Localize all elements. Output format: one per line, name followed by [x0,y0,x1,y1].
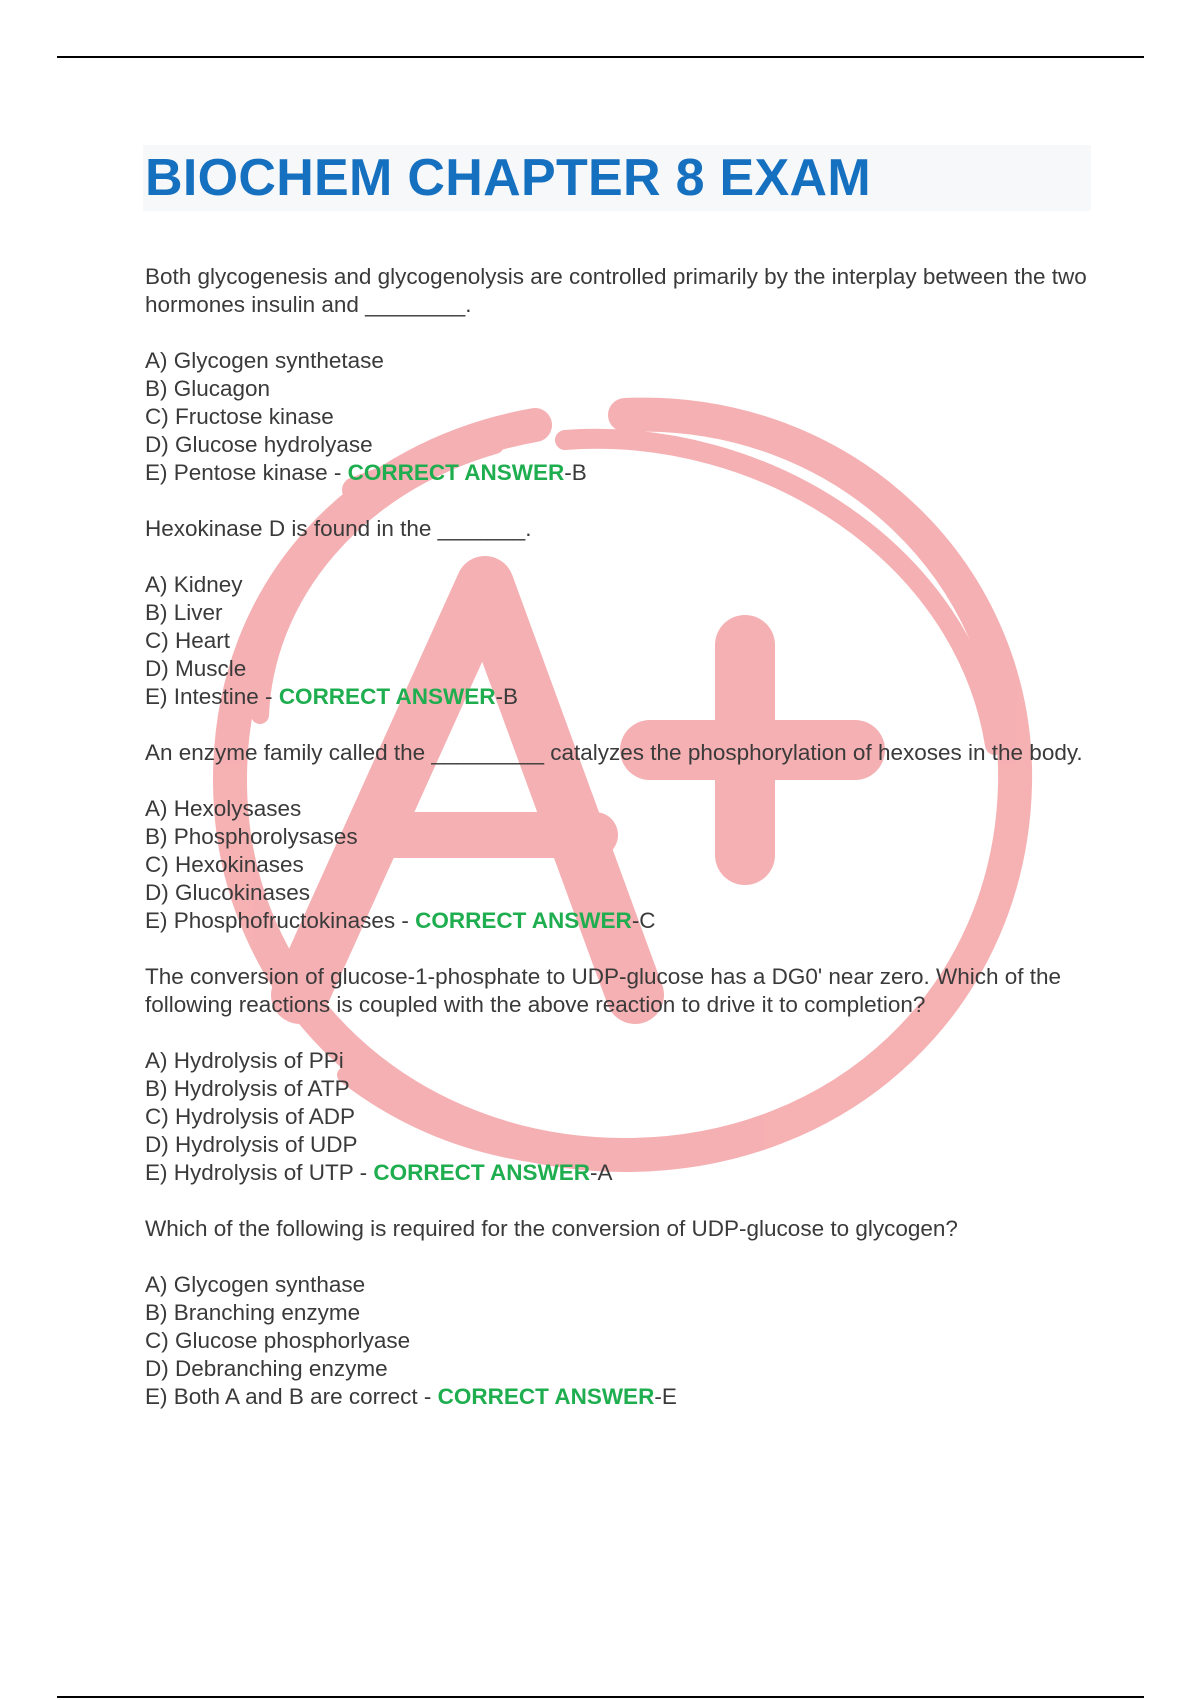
answer-letter: -A [590,1160,613,1185]
question-text: Both glycogenesis and glycogenolysis are controlled primarily by the interplay between the two hormones insulin and ________. [145,264,1087,317]
option-b: B) Hydrolysis of ATP [145,1076,350,1101]
answer-letter: -B [564,460,587,485]
option-b: B) Phosphorolysases [145,824,358,849]
option-a: A) Hexolysases [145,796,302,821]
option-c: C) Hexokinases [145,852,304,877]
correct-answer-label: CORRECT ANSWER [437,1384,655,1409]
option-e: E) Phosphofructokinases - [145,908,416,933]
question-block-4 [145,963,1095,1187]
option-list [145,1271,1095,1411]
option-e: E) Hydrolysis of UTP - [145,1160,374,1185]
option-list [145,1047,1095,1187]
answer-letter: -C [631,908,656,933]
question-block-2 [145,515,1095,711]
option-d: D) Glucose hydrolyase [145,432,373,457]
top-rule [57,56,1144,58]
option-e-with-answer [145,907,1095,935]
question-block-1 [145,263,1095,487]
question-text: Hexokinase D is found in the _______. [145,516,532,541]
title-banner [143,145,1091,211]
answer-letter: -E [654,1384,677,1409]
option-e-with-answer [145,1159,1095,1187]
page-title: BIOCHEM CHAPTER 8 EXAM [145,149,871,207]
option-d: D) Debranching enzyme [145,1356,388,1381]
option-d: D) Hydrolysis of UDP [145,1132,358,1157]
option-b: B) Glucagon [145,376,271,401]
option-e-with-answer [145,1383,1095,1411]
question-text: An enzyme family called the _________ catalyzes the phosphorylation of hexoses in the body. [145,740,1083,765]
option-a: A) Glycogen synthase [145,1272,366,1297]
bottom-rule [57,1696,1144,1698]
option-d: D) Muscle [145,656,247,681]
option-c: C) Glucose phosphorlyase [145,1328,411,1353]
question-text: Which of the following is required for the conversion of UDP-glucose to glycogen? [145,1216,958,1241]
option-c: C) Hydrolysis of ADP [145,1104,356,1129]
option-a: A) Hydrolysis of PPi [145,1048,344,1073]
correct-answer-label: CORRECT ANSWER [415,908,632,933]
option-c: C) Fructose kinase [145,404,334,429]
answer-letter: -B [495,684,518,709]
option-e: E) Pentose kinase - [145,460,348,485]
option-list [145,571,1095,711]
option-e-with-answer [145,459,1095,487]
option-b: B) Liver [145,600,223,625]
question-text: The conversion of glucose-1-phosphate to UDP-glucose has a DG0' near zero. Which of the following reactions is coupled with the above reaction to drive it to completion? [145,964,1062,1017]
question-block-5 [145,1215,1095,1411]
option-e: E) Both A and B are correct - [145,1384,438,1409]
option-e: E) Intestine - [145,684,279,709]
option-a: A) Kidney [145,572,243,597]
option-list [145,795,1095,935]
option-d: D) Glucokinases [145,880,311,905]
option-a: A) Glycogen synthetase [145,348,384,373]
document-body [145,145,1095,1411]
option-b: B) Branching enzyme [145,1300,361,1325]
option-c: C) Heart [145,628,231,653]
correct-answer-label: CORRECT ANSWER [347,460,565,485]
question-block-3 [145,739,1095,935]
correct-answer-label: CORRECT ANSWER [278,684,496,709]
correct-answer-label: CORRECT ANSWER [373,1160,591,1185]
option-e-with-answer [145,683,1095,711]
option-list [145,347,1095,487]
